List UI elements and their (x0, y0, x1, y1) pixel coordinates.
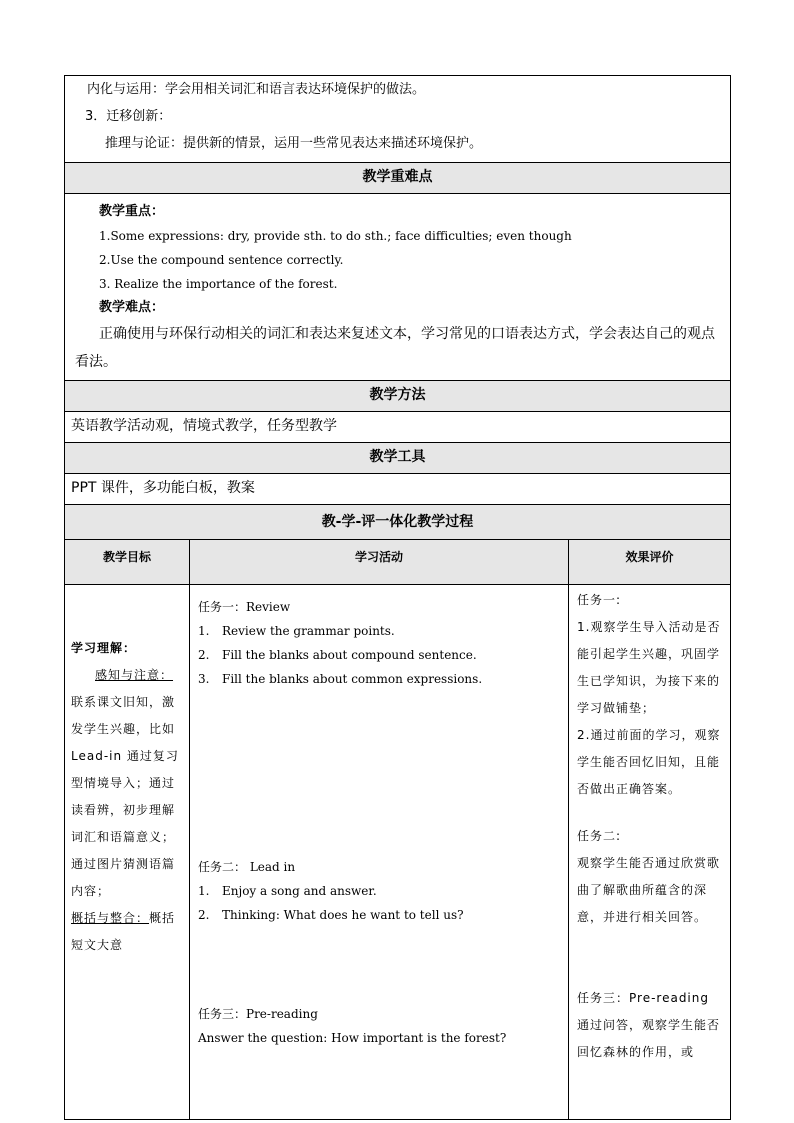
column-header-row (65, 540, 731, 585)
eval1-title: 任务一: (577, 593, 622, 607)
task2-list (198, 879, 560, 927)
intro-line-3: 推理与论证：提供新的情景，运用一些常见表达来描述环境保护。 (105, 136, 483, 151)
task3-title: 任务三：Pre-reading (198, 1007, 318, 1021)
intro-row (65, 76, 731, 163)
focus-item: 1.Some expressions: dry, provide sth. to do sth.; face difficulties; even though (99, 229, 572, 243)
task2-title: 任务二： Lead in (198, 860, 296, 874)
list-item: 2. Thinking: What does he want to tell us? (198, 908, 464, 922)
methods-header-row (65, 381, 731, 412)
focus-item: 3. Realize the importance of the forest. (99, 277, 338, 291)
objectives-cell (65, 585, 190, 1120)
task3-text: Answer the question: How important is the forest? (198, 1031, 507, 1045)
focus-item: 2.Use the compound sentence correctly. (99, 253, 344, 267)
intro-line-2: 3．迁移创新： (85, 109, 172, 124)
eval2-text: 观察学生能否通过欣赏歌曲了解歌曲所蕴含的深意，并进行相关回答。 (577, 856, 721, 924)
objective-sub2-text: 概括短文大意 (71, 911, 176, 952)
eval3-title: 任务三：Pre-reading (577, 991, 709, 1005)
process-title: 教-学-评一体化教学过程 (65, 505, 731, 540)
list-item: 2. Fill the blanks about compound sentence. (198, 648, 477, 662)
eval1-item: 2.通过前面的学习，观察学生能否回忆旧知，且能否做出正确答案。 (577, 728, 721, 796)
key-points-body-row (65, 194, 731, 381)
intro-line-1: 内化与运用：学会用相关词汇和语言表达环境保护的做法。 (87, 82, 426, 97)
objective-sub1-text: 联系课文旧知，激发学生兴趣，比如 Lead-in 通过复习型情境导入；通过读看辨，初步理解词汇和语篇意义；通过图片猜测语篇内容； (71, 695, 179, 898)
lesson-plan-page (64, 75, 730, 1120)
difficulty-text: 正确使用与环保行动相关的词汇和表达来复述文本，学习常见的口语表达方式，学会表达自己的观点看法。 (75, 326, 715, 370)
process-header-row (65, 505, 731, 540)
difficulty-label: 教学难点： (99, 300, 165, 315)
methods-title: 教学方法 (65, 381, 731, 412)
eval2-title: 任务二: (577, 829, 622, 843)
focus-label: 教学重点： (99, 204, 165, 219)
list-item: 1. Review the grammar points. (198, 624, 395, 638)
process-body-row (65, 585, 731, 1120)
objective-label: 学习理解： (71, 641, 137, 655)
objective-sub2-label: 概括与整合： (71, 911, 150, 925)
key-points-header-row (65, 163, 731, 194)
evaluation-cell (569, 585, 731, 1120)
task1-list (198, 619, 560, 691)
col-header-activities: 学习活动 (190, 540, 569, 585)
lesson-plan-table (64, 75, 731, 1120)
tools-header-row (65, 443, 731, 474)
tools-title: 教学工具 (65, 443, 731, 474)
objective-sub1-label: 感知与注意： (95, 668, 174, 682)
key-points-title: 教学重难点 (65, 163, 731, 194)
methods-body-row (65, 412, 731, 443)
tools-body-row (65, 474, 731, 505)
tools-text: PPT 课件，多功能白板，教案 (65, 474, 731, 505)
col-header-objectives: 教学目标 (65, 540, 190, 585)
task1-title: 任务一：Review (198, 600, 291, 614)
key-points-cell (65, 194, 731, 381)
eval1-item: 1.观察学生导入活动是否能引起学生兴趣，巩固学生已学知识，为接下来的学习做铺垫； (577, 620, 721, 715)
eval3-text: 通过问答，观察学生能否回忆森林的作用，或 (577, 1018, 721, 1059)
list-item: 1. Enjoy a song and answer. (198, 884, 377, 898)
intro-cell (65, 76, 731, 163)
methods-text: 英语教学活动观，情境式教学，任务型教学 (65, 412, 731, 443)
list-item: 3. Fill the blanks about common expressions. (198, 672, 483, 686)
activities-cell (190, 585, 569, 1120)
col-header-evaluation: 效果评价 (569, 540, 731, 585)
